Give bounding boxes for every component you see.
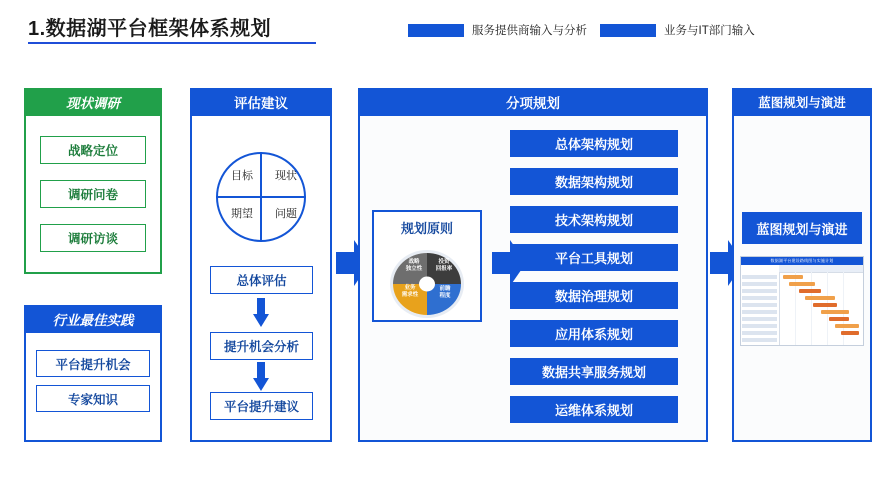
- plan-item-6[interactable]: 数据共享服务规划: [510, 358, 678, 385]
- best-practice-item-0[interactable]: 平台提升机会: [36, 350, 150, 377]
- planning-principle-title: 规划原则: [400, 221, 453, 236]
- arrow-down-icon: [253, 362, 269, 392]
- gantt-task-list: [741, 265, 780, 345]
- legend-label: 服务提供商输入与分析: [472, 25, 587, 37]
- plan-item-1[interactable]: 数据架构规划: [510, 168, 678, 195]
- plan-item-5[interactable]: 应用体系规划: [510, 320, 678, 347]
- legend-swatch-icon: [600, 24, 656, 37]
- legend-item-service-provider: [408, 22, 587, 38]
- gantt-chart-thumbnail[interactable]: [740, 256, 864, 346]
- plan-item-3[interactable]: 平台工具规划: [510, 244, 678, 271]
- gantt-title: 数据湖平台建设路线图与实施计划: [741, 257, 863, 265]
- quadrant-label-current: 现状: [275, 170, 297, 182]
- donut-label-strategy: 战略 独立性: [405, 259, 423, 272]
- plan-item-4[interactable]: 数据治理规划: [510, 282, 678, 309]
- blueprint-button[interactable]: 蓝图规划与演进: [742, 212, 862, 244]
- panel-blueprint-header: 蓝图规划与演进: [732, 88, 872, 116]
- assessment-item-2[interactable]: 平台提升建议: [210, 392, 313, 420]
- survey-item-2[interactable]: 调研访谈: [40, 224, 146, 252]
- plan-item-0[interactable]: 总体架构规划: [510, 130, 678, 157]
- quadrant-label-goal: 目标: [231, 170, 253, 182]
- panel-assessment-header: 评估建议: [190, 88, 332, 116]
- survey-item-1[interactable]: 调研问卷: [40, 180, 146, 208]
- quadrant-label-expectation: 期望: [231, 208, 253, 220]
- assessment-item-0[interactable]: 总体评估: [210, 266, 313, 294]
- panel-survey-header: 现状调研: [24, 88, 162, 116]
- page-title: 1.数据湖平台框架体系规划: [28, 18, 272, 40]
- donut-label-business-need: 业务 需求性: [401, 285, 419, 298]
- legend-label: 业务与IT部门输入: [664, 25, 755, 37]
- donut-label-foresight: 前瞻 程度: [439, 286, 451, 299]
- plan-item-7[interactable]: 运维体系规划: [510, 396, 678, 423]
- donut-label-roi: 投资 回报率: [435, 259, 453, 272]
- quadrant-label-problem: 问题: [275, 208, 297, 220]
- arrow-down-icon: [253, 298, 269, 328]
- plan-item-2[interactable]: 技术架构规划: [510, 206, 678, 233]
- panel-sub-planning-header: 分项规划: [358, 88, 708, 116]
- survey-item-0[interactable]: 战略定位: [40, 136, 146, 164]
- panel-best-practice-header: 行业最佳实践: [24, 305, 162, 333]
- best-practice-item-1[interactable]: 专家知识: [36, 385, 150, 412]
- assessment-item-1[interactable]: 提升机会分析: [210, 332, 313, 360]
- title-underline: [28, 42, 316, 44]
- legend-item-business-it: [600, 22, 755, 38]
- gantt-timeline-header: [779, 265, 863, 273]
- legend-swatch-icon: [408, 24, 464, 37]
- quadrant-divider-horizontal: [216, 196, 306, 198]
